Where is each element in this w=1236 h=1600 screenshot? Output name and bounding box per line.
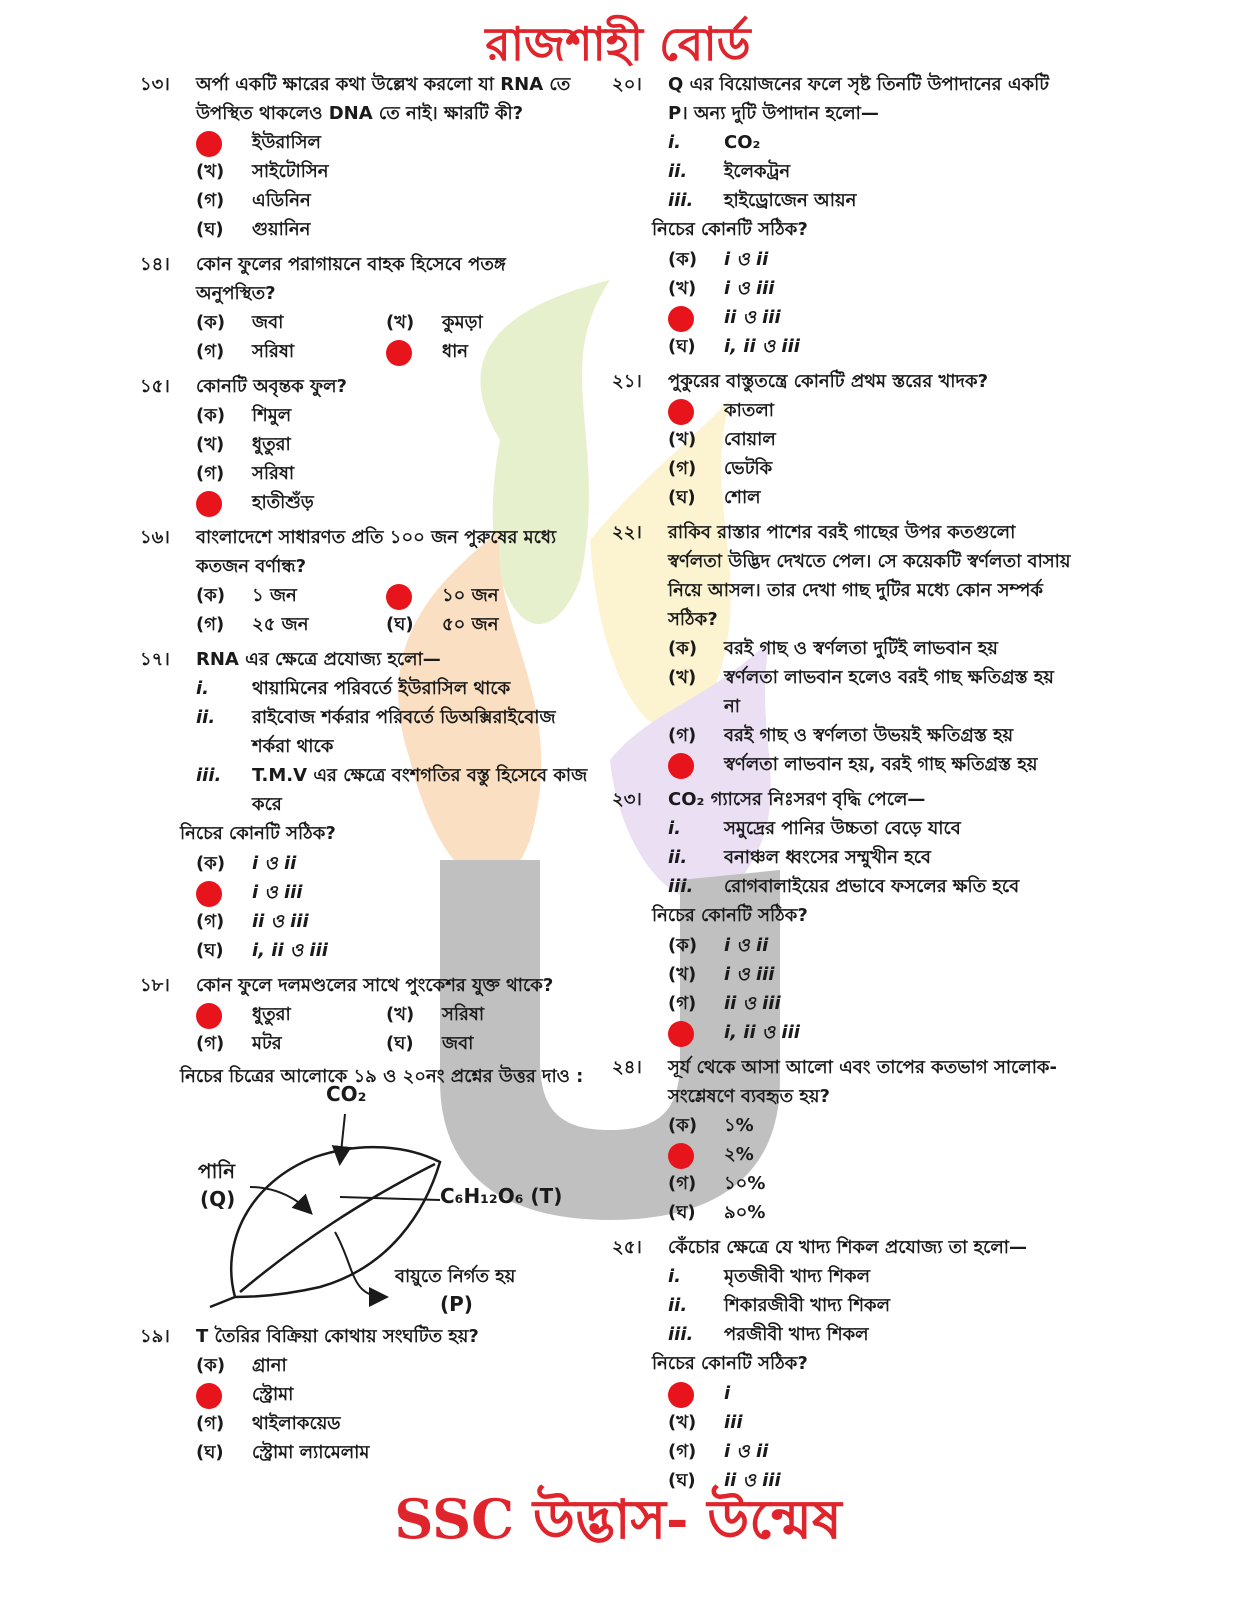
option-b[interactable]: i ও iii — [196, 878, 590, 907]
option-c[interactable]: ii ও iii — [668, 303, 1072, 332]
option-a[interactable]: (ক) i ও ii — [668, 935, 769, 956]
option-c[interactable]: (গ) ২৫ জন — [196, 614, 309, 635]
left-column — [140, 70, 590, 1467]
option-c[interactable]: (গ) মটর — [196, 1033, 282, 1054]
option-c[interactable]: (গ) i ও ii — [668, 1441, 769, 1462]
answer-mark-icon — [668, 1021, 694, 1047]
question-text: RNA এর ক্ষেত্রে প্রযোজ্য হলো— — [196, 649, 441, 670]
option-a[interactable]: (ক) i ও ii — [196, 853, 297, 874]
question-22: ২২। রাকিব রাস্তার পাশের বরই গাছের উপর কতগুলো স্বর্ণলতা উদ্ভিদ দেখতে পেল। সে কয়েকটি স্বর্ণলতা বাসায় নিয়ে আসল। তার দেখা গাছ দুটির মধ্যে কোন সম্পর্ক সঠিক? (ক) বরই গাছ ও স্বর্ণলতা দুটিই লাভবান হয় (খ) স্বর্ণলতা লাভবান হলেও বরই গাছ ক্ষতিগ্রস্ত হয় না (গ) বরই গাছ ও স্বর্ণলতা উভয়ই ক্ষতিগ্রস্ত হয় স্বর্ণলতা লাভবান হয়, বরই গাছ ক্ষতিগ্রস্ত হয় — [612, 518, 1072, 779]
statement-item: iii. হাইড্রোজেন আয়ন — [668, 190, 857, 211]
answer-mark-icon — [196, 1383, 222, 1409]
water-arrow — [250, 1187, 310, 1212]
question-text: কোন ফুলের পরাগায়নে বাহক হিসেবে পতঙ্গ অনুপস্থিত? — [196, 254, 506, 304]
option-d[interactable]: (ঘ) শোল — [668, 487, 761, 508]
leaf-diagram — [140, 1082, 590, 1322]
option-a[interactable]: কাতলা — [668, 396, 1072, 425]
answer-mark-icon — [196, 131, 222, 157]
air-tag: (P) — [440, 1292, 473, 1316]
option-a[interactable]: (ক) জবা — [196, 312, 284, 333]
question-text: পুকুরের বাস্তুতন্ত্রে কোনটি প্রথম স্তরের খাদক? — [668, 371, 989, 392]
question-text: অর্পা একটি ক্ষারের কথা উল্লেখ করলো যা RNA তে উপস্থিত থাকলেও DNA তে নাই। ক্ষারটি কী? — [196, 74, 571, 124]
option-a[interactable]: (ক) শিমুল — [196, 405, 292, 426]
question-text: CO₂ গ্যাসের নিঃসরণ বৃদ্ধি পেলে— — [668, 789, 926, 810]
option-d[interactable]: ধান — [386, 337, 576, 366]
question-15: ১৫। কোনটি অবৃন্তক ফুল? (ক) শিমুল (খ) ধুতুরা (গ) সরিষা হাতীশুঁড় — [140, 372, 590, 517]
option-b[interactable]: (খ) সাইটোসিন — [196, 161, 329, 182]
question-text: কোনটি অবৃন্তক ফুল? — [196, 376, 347, 397]
prompt-text: নিচের কোনটি সঠিক? — [652, 905, 808, 926]
statement-item: i. থায়ামিনের পরিবর্তে ইউরাসিল থাকে — [196, 678, 511, 699]
option-c[interactable]: (গ) থাইলাকয়েড — [196, 1413, 341, 1434]
glucose-label: C₆H₁₂O₆ (T) — [440, 1184, 563, 1208]
option-d[interactable]: (ঘ) i, ii ও iii — [668, 336, 800, 357]
option-b[interactable]: (খ) সরিষা — [386, 1004, 485, 1025]
option-c[interactable]: (গ) ভেটকি — [668, 458, 773, 479]
question-24: ২৪। সূর্য থেকে আসা আলো এবং তাপের কতভাগ সালোক-সংশ্লেষণে ব্যবহৃত হয়? (ক) ১% ২% (গ) ১০% (ঘ) ৯০% — [612, 1053, 1072, 1227]
answer-mark-icon — [668, 1143, 694, 1169]
option-a[interactable]: i — [668, 1379, 1072, 1408]
question-21: ২১। পুকুরের বাস্তুতন্ত্রে কোনটি প্রথম স্তরের খাদক? কাতলা (খ) বোয়াল (গ) ভেটকি (ঘ) শোল — [612, 367, 1072, 512]
prompt-text: নিচের কোনটি সঠিক? — [652, 1353, 808, 1374]
statement-item: iii. T.M.V এর ক্ষেত্রে বংশগতির বস্তু হিসেবে কাজ করে — [196, 765, 588, 815]
statement-item: i. মৃতজীবী খাদ্য শিকল — [668, 1266, 870, 1287]
option-b[interactable]: (খ) বোয়াল — [668, 429, 776, 450]
statement-item: ii. শিকারজীবী খাদ্য শিকল — [668, 1295, 890, 1316]
water-label: পানি — [198, 1159, 236, 1183]
option-a[interactable]: (ক) ১ জন — [196, 585, 297, 606]
question-23: ২৩। CO₂ গ্যাসের নিঃসরণ বৃদ্ধি পেলে— i. সমুদ্রের পানির উচ্চতা বেড়ে যাবে ii. বনাঞ্চল ধ্বংসের সম্মুখীন হবে iii. রোগবালাইয়ের প্রভাবে ফসলের ক্ষতি হবে নিচের কোনটি সঠিক? (ক) i ও ii (খ) i ও iii (গ) ii ও iii i, ii ও iii — [612, 785, 1072, 1047]
option-d[interactable]: (ঘ) ii ও iii — [668, 1470, 781, 1491]
option-d[interactable]: (ঘ) গুয়ানিন — [196, 219, 311, 240]
question-19: ১৯। T তৈরির বিক্রিয়া কোথায় সংঘটিত হয়? (ক) গ্রানা স্ট্রোমা (গ) থাইলাকয়েড (ঘ) স্ট্রোমা ল্যামেলাম — [140, 1322, 590, 1467]
question-25: ২৫। কেঁচোর ক্ষেত্রে যে খাদ্য শিকল প্রযোজ্য তা হলো— i. মৃতজীবী খাদ্য শিকল ii. শিকারজীবী খাদ্য শিকল iii. পরজীবী খাদ্য শিকল নিচের কোনটি সঠিক? i (খ) iii (গ) i ও ii (ঘ) ii ও iii — [612, 1233, 1072, 1495]
statement-item: i. CO₂ — [668, 132, 761, 153]
option-b[interactable]: (খ) i ও iii — [668, 278, 775, 299]
option-c[interactable]: (গ) বরই গাছ ও স্বর্ণলতা উভয়ই ক্ষতিগ্রস্ত হয় — [668, 725, 1014, 746]
question-text: সূর্য থেকে আসা আলো এবং তাপের কতভাগ সালোক-সংশ্লেষণে ব্যবহৃত হয়? — [668, 1057, 1057, 1107]
answer-mark-icon — [196, 881, 222, 907]
option-a[interactable]: (ক) ১% — [668, 1115, 754, 1136]
option-a[interactable]: (ক) বরই গাছ ও স্বর্ণলতা দুটিই লাভবান হয় — [668, 638, 998, 659]
option-c[interactable]: (গ) সরিষা — [196, 463, 295, 484]
answer-mark-icon — [668, 306, 694, 332]
answer-mark-icon — [196, 1003, 222, 1029]
footer-brand: SSC উদ্ভাস- উন্মেষ — [394, 1487, 842, 1551]
question-16: ১৬। বাংলাদেশে সাধারণত প্রতি ১০০ জন পুরুষের মধ্যে কতজন বর্ণান্ধ? (ক) ১ জন ১০ জন (গ) ২৫ জন (ঘ) ৫০ জন — [140, 523, 590, 639]
question-20: ২০। Q এর বিয়োজনের ফলে সৃষ্ট তিনটি উপাদানের একটি P। অন্য দুটি উপাদান হলো— i. CO₂ ii. ইলেকট্রন iii. হাইড্রোজেন আয়ন নিচের কোনটি সঠিক? (ক) i ও ii (খ) i ও iii ii ও iii (ঘ) i, ii ও iii — [612, 70, 1072, 361]
answer-mark-icon — [668, 753, 694, 779]
statement-item: iii. রোগবালাইয়ের প্রভাবে ফসলের ক্ষতি হবে — [668, 876, 1020, 897]
option-b[interactable]: (খ) i ও iii — [668, 964, 775, 985]
answer-mark-icon — [668, 399, 694, 425]
option-d[interactable]: হাতীশুঁড় — [196, 488, 590, 517]
option-b[interactable]: (খ) কুমড়া — [386, 312, 483, 333]
option-b[interactable]: ২% — [668, 1140, 1072, 1169]
question-18: ১৮। কোন ফুলে দলমণ্ডলের সাথে পুংকেশর যুক্ত থাকে? ধুতুরা (খ) সরিষা (গ) মটর (ঘ) জবা — [140, 971, 590, 1058]
question-number: ১৩। — [140, 74, 170, 95]
question-13 — [140, 70, 590, 244]
question-14: ১৪। কোন ফুলের পরাগায়নে বাহক হিসেবে পতঙ্গ অনুপস্থিত? (ক) জবা (খ) কুমড়া (গ) সরিষা ধান — [140, 250, 590, 366]
option-c[interactable]: (গ) ii ও iii — [668, 993, 781, 1014]
prompt-text: নিচের কোনটি সঠিক? — [652, 219, 808, 240]
water-tag: (Q) — [200, 1187, 236, 1211]
statement-item: ii. বনাঞ্চল ধ্বংসের সম্মুখীন হবে — [668, 847, 931, 868]
statement-item: ii. ইলেকট্রন — [668, 161, 791, 182]
statement-item: ii. রাইবোজ শর্করার পরিবর্তে ডিঅক্সিরাইবোজ শর্করা থাকে — [196, 707, 556, 757]
page-title: রাজশাহী বোর্ড — [485, 17, 751, 71]
option-b[interactable]: স্ট্রোমা — [196, 1380, 590, 1409]
option-d[interactable]: i, ii ও iii — [668, 1018, 1072, 1047]
option-c[interactable]: (গ) এডিনিন — [196, 190, 311, 211]
option-d[interactable]: (ঘ) ৫০ জন — [386, 614, 499, 635]
option-b[interactable]: (খ) iii — [668, 1412, 743, 1433]
option-c[interactable]: (গ) ii ও iii — [196, 911, 309, 932]
co2-arrow — [340, 1114, 345, 1162]
option-a[interactable]: ইউরাসিল — [196, 128, 590, 157]
answer-mark-icon — [196, 491, 222, 517]
question-17: ১৭। RNA এর ক্ষেত্রে প্রযোজ্য হলো— i. থায়ামিনের পরিবর্তে ইউরাসিল থাকে ii. রাইবোজ শর্করার পরিবর্তে ডিঅক্সিরাইবোজ শর্করা থাকে iii. T.M.V এর ক্ষেত্রে বংশগতির বস্তু হিসেবে কাজ করে নিচের কোনটি সঠিক? (ক) i ও ii i ও iii (গ) ii ও iii (ঘ) i, ii ও iii — [140, 645, 590, 965]
option-d[interactable]: (ঘ) ৯০% — [668, 1202, 766, 1223]
question-text: Q এর বিয়োজনের ফলে সৃষ্ট তিনটি উপাদানের একটি P। অন্য দুটি উপাদান হলো— — [668, 74, 1050, 124]
option-a[interactable]: (ক) গ্রানা — [196, 1355, 287, 1376]
figure-intro: নিচের চিত্রের আলোকে ১৯ ও ২০নং প্রশ্নের উত্তর দাও : — [180, 1066, 584, 1087]
option-c[interactable]: (গ) ১০% — [668, 1173, 766, 1194]
option-b[interactable]: (খ) স্বর্ণলতা লাভবান হলেও বরই গাছ ক্ষতিগ্রস্ত হয় না — [668, 667, 1054, 717]
question-text: T তৈরির বিক্রিয়া কোথায় সংঘটিত হয়? — [196, 1326, 479, 1347]
answer-mark-icon — [668, 1382, 694, 1408]
option-d[interactable]: (ঘ) জবা — [386, 1033, 474, 1054]
prompt-text: নিচের কোনটি সঠিক? — [180, 823, 336, 844]
right-column — [612, 70, 1072, 1495]
statement-item: i. সমুদ্রের পানির উচ্চতা বেড়ে যাবে — [668, 818, 961, 839]
option-b[interactable]: (খ) ধুতুরা — [196, 434, 291, 455]
air-label: বায়ুতে নির্গত হয় — [395, 1266, 516, 1287]
option-b[interactable]: ১০ জন — [386, 581, 576, 610]
question-text: কোন ফুলে দলমণ্ডলের সাথে পুংকেশর যুক্ত থাকে? — [196, 975, 554, 996]
option-d[interactable]: স্বর্ণলতা লাভবান হয়, বরই গাছ ক্ষতিগ্রস্ত হয় — [668, 750, 1072, 779]
option-d[interactable]: (ঘ) স্ট্রোমা ল্যামেলাম — [196, 1442, 370, 1463]
option-c[interactable]: (গ) সরিষা — [196, 341, 295, 362]
question-text: কেঁচোর ক্ষেত্রে যে খাদ্য শিকল প্রযোজ্য তা হলো— — [668, 1237, 1027, 1258]
answer-mark-icon — [386, 584, 412, 610]
statement-item: iii. পরজীবী খাদ্য শিকল — [668, 1324, 869, 1345]
question-text: রাকিব রাস্তার পাশের বরই গাছের উপর কতগুলো স্বর্ণলতা উদ্ভিদ দেখতে পেল। সে কয়েকটি স্বর্ণলতা বাসায় নিয়ে আসল। তার দেখা গাছ দুটির মধ্যে কোন সম্পর্ক সঠিক? — [668, 522, 1071, 630]
option-d[interactable]: (ঘ) i, ii ও iii — [196, 940, 328, 961]
answer-mark-icon — [386, 340, 412, 366]
question-text: বাংলাদেশে সাধারণত প্রতি ১০০ জন পুরুষের মধ্যে কতজন বর্ণান্ধ? — [196, 527, 557, 577]
leaf-stem — [210, 1297, 235, 1307]
air-arrow — [335, 1232, 385, 1297]
option-a[interactable]: (ক) i ও ii — [668, 249, 769, 270]
option-a[interactable]: ধুতুরা — [196, 1000, 386, 1029]
co2-label: CO₂ — [326, 1082, 367, 1106]
